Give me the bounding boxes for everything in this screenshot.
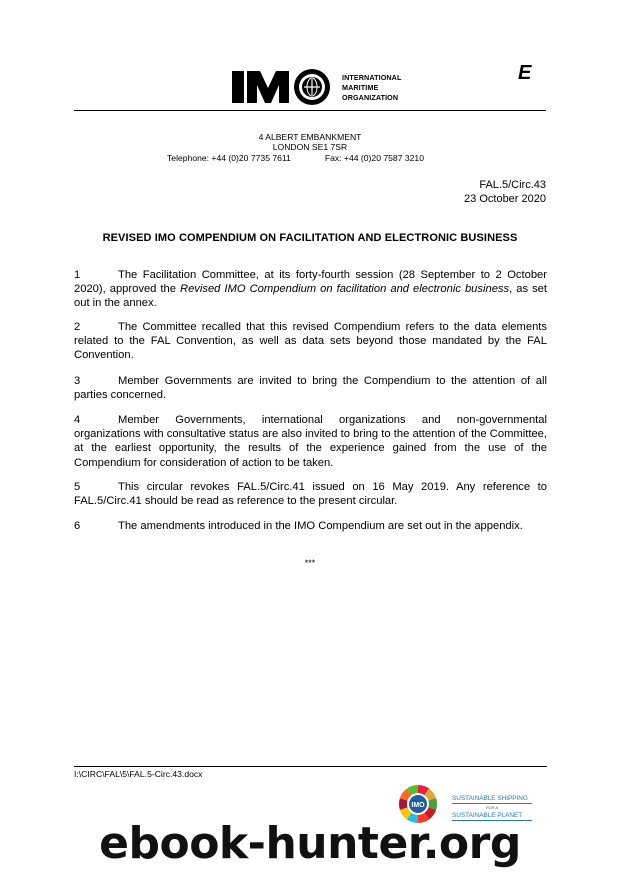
org-name-line: ORGANIZATION <box>342 93 399 102</box>
paragraph-3 <box>74 374 547 402</box>
footer-divider <box>74 766 547 767</box>
org-name-line: INTERNATIONAL <box>342 73 402 82</box>
paragraph-4 <box>74 413 547 470</box>
document-reference <box>464 178 546 206</box>
paragraph-text: Member Governments are invited to bring the Compendium to the attention of all parties concerned. <box>74 375 547 402</box>
address-line: 4 ALBERT EMBANKMENT <box>258 132 362 142</box>
sdg-for: FOR A <box>485 805 498 810</box>
paragraph-text: Member Governments, international organizations and non-governmental organizations with consultative status are also invited to bring to the attention of the Committee, at the earliest opportunity, the results of the experience gained from the use of the Compendium for consideration of action to be taken. <box>74 414 547 469</box>
paragraph-6 <box>74 519 547 533</box>
file-path: I:\CIRC\FAL\5\FAL.5-Circ.43.docx <box>74 769 203 779</box>
paragraph-1 <box>74 268 547 311</box>
telephone: Telephone: +44 (0)20 7735 7611 <box>167 153 291 163</box>
paragraph-number: 1 <box>74 269 81 281</box>
document-symbol: FAL.5/Circ.43 <box>479 179 546 191</box>
imo-logo-mark <box>232 68 334 106</box>
watermark: ebook-hunter.org <box>99 818 521 869</box>
paragraph-5 <box>74 480 547 508</box>
address-block <box>74 132 546 152</box>
sdg-line-2: SUSTAINABLE PLANET <box>452 812 532 821</box>
document-date: 23 October 2020 <box>464 193 546 205</box>
org-name <box>342 73 462 103</box>
paragraph-text: , as set out in the annex. <box>74 283 547 310</box>
paragraph-number: 4 <box>74 414 81 426</box>
paragraph-number: 5 <box>74 481 81 493</box>
compendium-title: Revised IMO Compendium on facilitation and electronic business <box>179 283 510 296</box>
document-title: REVISED IMO COMPENDIUM ON FACILITATION AND ELECTRONIC BUSINESS <box>102 232 518 244</box>
sdg-center-label: IMO <box>411 802 425 809</box>
sdg-line-1: SUSTAINABLE SHIPPING <box>452 795 532 804</box>
paragraph-number: 3 <box>74 375 81 387</box>
paragraph-text: The Facilitation Committee, at its forty-fourth session (28 September to 2 October 2020), approved the <box>74 269 547 296</box>
address-line: LONDON SE1 7SR <box>272 142 348 152</box>
header-divider <box>74 110 546 111</box>
paragraph-number: 6 <box>74 520 81 532</box>
fax: Fax: +44 (0)20 7587 3210 <box>324 153 424 163</box>
paragraph-text: This circular revokes FAL.5/Circ.41 issued on 16 May 2019. Any reference to FAL.5/Circ.41 should be read as reference to the present circular. <box>74 481 547 508</box>
paragraph-2 <box>74 320 547 363</box>
paragraph-number: 2 <box>74 321 81 333</box>
contact-line <box>167 153 424 163</box>
paragraph-text: The amendments introduced in the IMO Compendium are set out in the appendix. <box>118 520 523 532</box>
org-name-line: MARITIME <box>342 83 379 92</box>
language-mark: E <box>518 62 532 84</box>
section-separator: *** <box>304 558 316 568</box>
paragraph-text: The Committee recalled that this revised Compendium refers to the data elements related to the FAL Convention, as well as data sets beyond those mandated by the FAL Convention. <box>74 321 547 362</box>
